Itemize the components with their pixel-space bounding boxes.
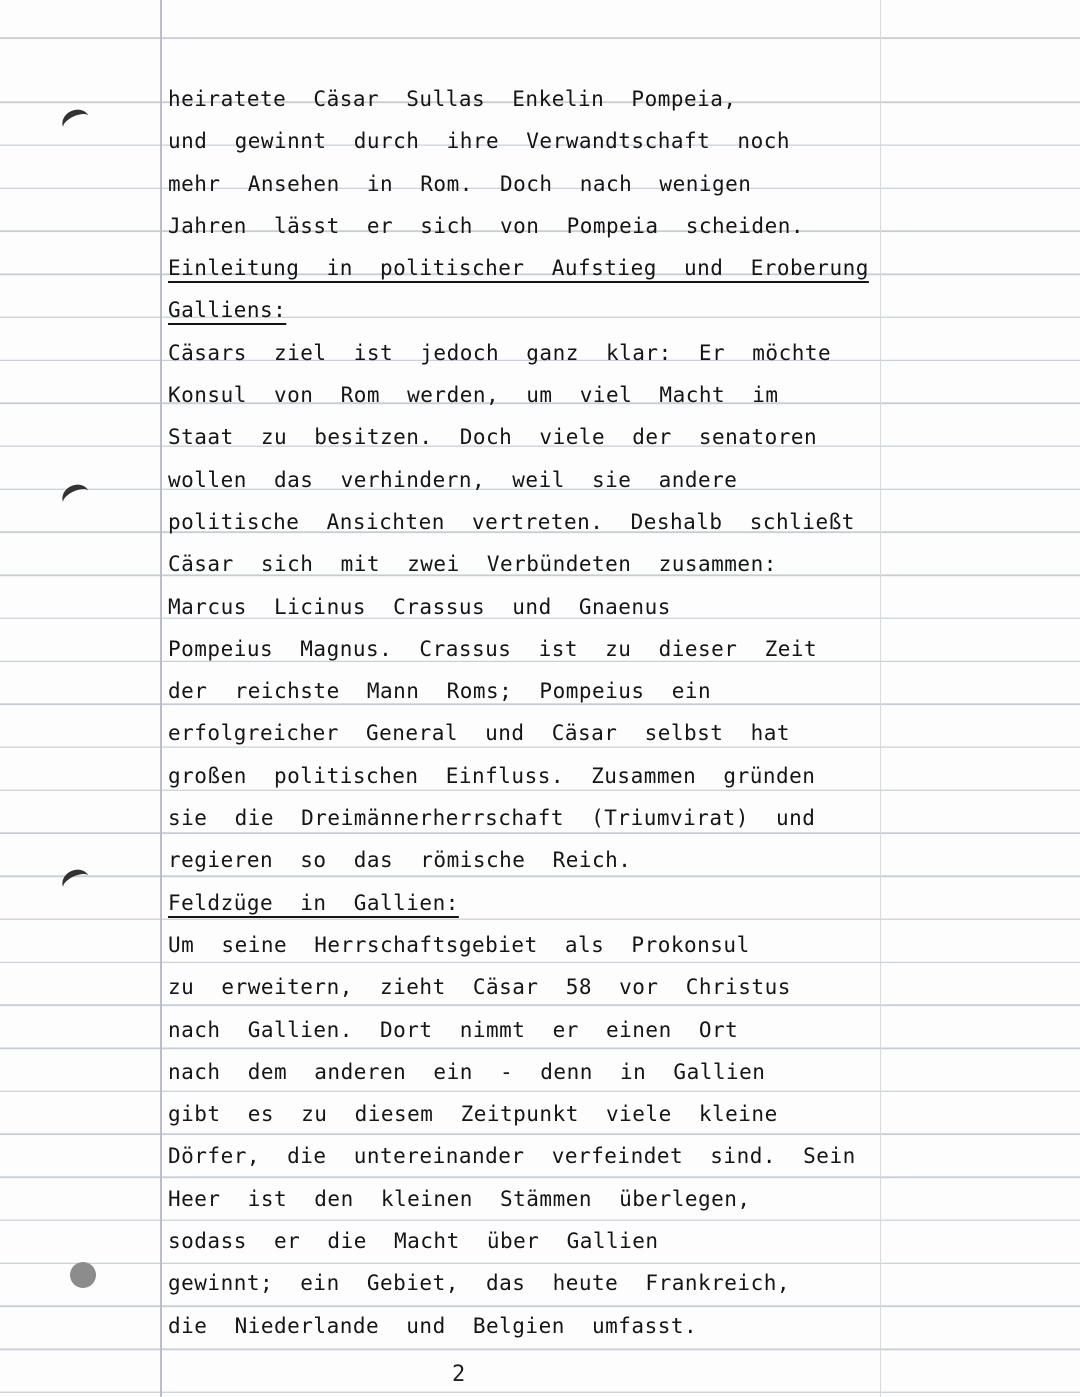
ring-hole-icon (58, 865, 94, 899)
page-number: 2 (452, 1362, 466, 1387)
text-line: Staat zu besitzen. Doch viele der senatoren (168, 425, 818, 450)
text-line: regieren so das römische Reich. (168, 848, 632, 873)
text-line: Pompeius Magnus. Crassus ist zu dieser Zeit (168, 636, 818, 661)
text-line: zu erweitern, zieht Cäsar 58 vor Christus (168, 975, 791, 1000)
text-line: mehr Ansehen in Rom. Doch nach wenigen (168, 171, 752, 196)
text-line: gewinnt; ein Gebiet, das heute Frankreich, (168, 1271, 791, 1296)
text-line: Konsul von Rom werden, um viel Macht im (168, 383, 779, 408)
text-line: Marcus Licinus Crassus und Gnaenus (168, 594, 671, 619)
text-line: nach dem anderen ein - denn in Gallien (168, 1059, 766, 1084)
section-heading: Einleitung in politischer Aufstieg und Eroberung (168, 256, 869, 281)
text-line: erfolgreicher General und Cäsar selbst hat (168, 721, 791, 746)
text-line: heiratete Cäsar Sullas Enkelin Pompeia, (168, 87, 737, 111)
text-line: Cäsars ziel ist jedoch ganz klar: Er möchte (168, 340, 832, 365)
text-line: der reichste Mann Roms; Pompeius ein (168, 679, 712, 704)
section-heading: Galliens: (168, 298, 287, 323)
text-line: Jahren lässt er sich von Pompeia scheiden. (168, 213, 805, 238)
margin-line (160, 0, 162, 1397)
text-line: nach Gallien. Dort nimmt er einen Ort (168, 1017, 739, 1042)
text-line: Dörfer, die untereinander verfeindet sind. Sein (168, 1144, 856, 1169)
text-line: sie die Dreimännerherrschaft (Triumvirat) und (168, 806, 816, 831)
text-line: politische Ansichten vertreten. Deshalb schließt (168, 509, 855, 534)
text-line: die Niederlande und Belgien umfasst. (168, 1313, 698, 1338)
text-line: Cäsar sich mit zwei Verbündeten zusammen: (168, 552, 777, 577)
text-line: großen politischen Einfluss. Zusammen gründen (168, 763, 816, 788)
ring-hole-icon (70, 1262, 96, 1288)
text-line: gibt es zu diesem Zeitpunkt viele kleine (168, 1102, 778, 1127)
section-heading: Feldzüge in Gallien: (168, 890, 459, 915)
text-line: Heer ist den kleinen Stämmen überlegen, (168, 1186, 751, 1211)
ring-hole-icon (58, 480, 94, 514)
handwritten-text (168, 78, 888, 1347)
text-line: wollen das verhindern, weil sie andere (168, 467, 738, 492)
text-line: sodass er die Macht über Gallien (168, 1229, 659, 1254)
text-line: Um seine Herrschaftsgebiet als Prokonsul (168, 932, 750, 957)
ring-hole-icon (58, 105, 94, 139)
text-line: und gewinnt durch ihre Verwandtschaft noch (168, 129, 791, 154)
